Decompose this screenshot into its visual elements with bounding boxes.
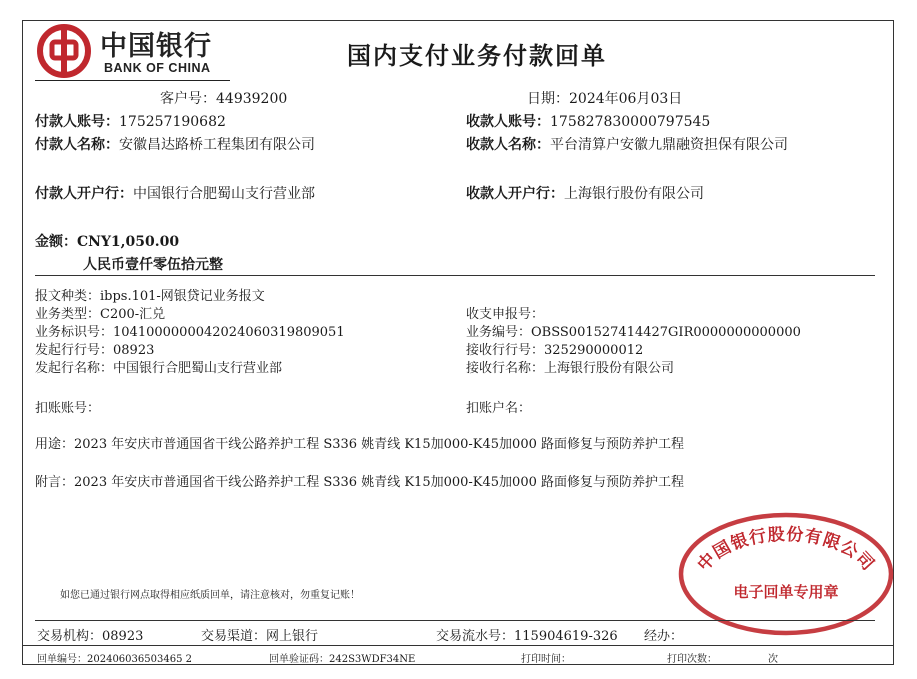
amount-words: 人民币壹仟零伍拾元整 xyxy=(83,257,223,273)
purpose: 用途：2023 年安庆市普通国省干线公路养护工程 S336 姚青线 K15加000-K45加000 路面修复与预防养护工程 xyxy=(35,437,684,452)
payee-account-label: 收款人账号： xyxy=(466,114,550,130)
customer-no-value: 44939200 xyxy=(216,91,288,107)
payee-bank xyxy=(466,183,704,203)
biz-type: 业务类型：C200-汇兑 xyxy=(35,307,166,322)
footer-top-divider xyxy=(35,620,875,621)
biz-id: 业务标识号：1041000000042024060319809051 xyxy=(35,325,345,340)
footer-org: 交易机构：08923 xyxy=(37,629,144,644)
debit-account: 扣账账号： xyxy=(35,401,101,416)
origin-bank-name: 发起行名称：中国银行合肥蜀山支行营业部 xyxy=(35,361,283,376)
payee-name-value: 平台清算户安徽九鼎融资担保有限公司 xyxy=(550,137,788,153)
origin-bank-no: 发起行行号：08923 xyxy=(35,343,155,358)
footer-handler: 经办： xyxy=(644,629,684,644)
payer-account-value: 175257190682 xyxy=(119,114,226,130)
seal-stamp-icon xyxy=(676,510,896,638)
payee-name xyxy=(466,134,788,154)
biz-no: 业务编号：OBSS001527414427GIR0000000000000 xyxy=(466,325,801,340)
amount xyxy=(35,231,179,251)
print-count: 打印次数： xyxy=(667,654,717,665)
seal-arc-text: 中国银行股份有限公司 xyxy=(693,524,879,576)
print-time: 打印时间： xyxy=(521,654,571,665)
payer-account xyxy=(35,111,226,131)
payer-name-label: 付款人名称： xyxy=(35,137,119,153)
footer-serial: 交易流水号：115904619-326 xyxy=(436,629,618,644)
boc-logo-icon xyxy=(35,24,93,78)
receipt-title: 国内支付业务付款回单 xyxy=(347,41,607,70)
amount-label: 金额： xyxy=(35,234,77,250)
customer-no-label: 客户号： xyxy=(160,91,216,107)
amount-value: CNY1,050.00 xyxy=(77,234,180,250)
postscript: 附言：2023 年安庆市普通国省干线公路养护工程 S336 姚青线 K15加000-K45加000 路面修复与预防养护工程 xyxy=(35,475,684,490)
logo-underline xyxy=(35,80,230,81)
msg-type: 报文种类：ibps.101-网银贷记业务报文 xyxy=(35,289,265,304)
payer-bank xyxy=(35,183,315,203)
recv-bank-no: 接收行行号：325290000012 xyxy=(466,343,644,358)
receipt-no: 回单编号：202406036503465 2 xyxy=(37,654,192,665)
notice-text: 如您已通过银行网点取得相应纸质回单，请注意核对，勿重复记账！ xyxy=(60,590,360,601)
print-count-unit: 次 xyxy=(768,654,778,665)
payee-bank-label: 收款人开户行： xyxy=(466,186,564,202)
bank-name-en: BANK OF CHINA xyxy=(104,61,211,75)
customer-no xyxy=(160,88,287,108)
bank-name-cn: 中国银行 xyxy=(100,31,212,62)
payer-bank-label: 付款人开户行： xyxy=(35,186,133,202)
declare-no: 收支申报号： xyxy=(466,307,545,322)
payee-bank-value: 上海银行股份有限公司 xyxy=(564,186,704,202)
verify-code: 回单验证码：242S3WDF34NE xyxy=(269,654,416,665)
payee-name-label: 收款人名称： xyxy=(466,137,550,153)
payer-account-label: 付款人账号： xyxy=(35,114,119,130)
recv-bank-name: 接收行名称：上海银行股份有限公司 xyxy=(466,361,675,376)
payee-account-value: 175827830000797545 xyxy=(550,114,711,130)
footer-channel: 交易渠道：网上银行 xyxy=(201,629,319,644)
date-label: 日期： xyxy=(527,91,569,107)
seal-center-text: 电子回单专用章 xyxy=(733,583,839,601)
svg-text:中国银行股份有限公司 xyxy=(693,524,878,576)
payer-bank-value: 中国银行合肥蜀山支行营业部 xyxy=(133,186,315,202)
payer-name-value: 安徽昌达路桥工程集团有限公司 xyxy=(119,137,315,153)
footer-bottom-divider xyxy=(22,645,894,646)
payee-account xyxy=(466,111,710,131)
date-value: 2024年06月03日 xyxy=(569,91,683,107)
receipt-date xyxy=(527,88,682,108)
amount-divider xyxy=(35,275,875,276)
payer-name xyxy=(35,134,315,154)
debit-account-name: 扣账户名： xyxy=(466,401,532,416)
